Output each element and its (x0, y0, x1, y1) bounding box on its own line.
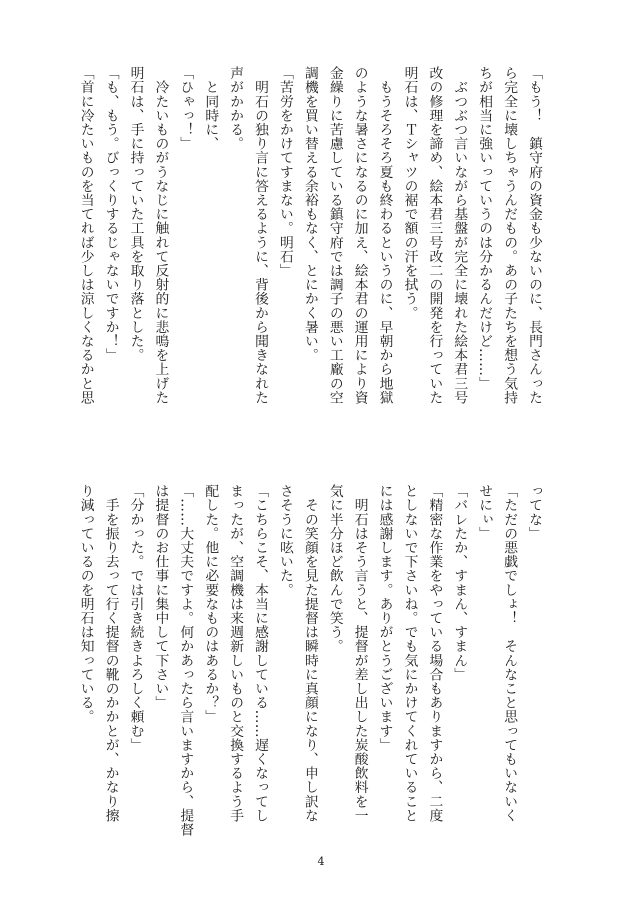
text-line: 配した。他に必要なものはあるか？」 (202, 484, 219, 724)
text-line: ちが相当に強いっていうのは分かるんだけど……」 (476, 66, 493, 391)
text-line: は提督のお仕事に集中して下さい」 (152, 484, 169, 710)
page-number: 4 (317, 855, 325, 868)
text-line: 明石の独り言に答えるように、背後から聞きなれた (252, 66, 269, 405)
text-line: 「ひゃっ！」 (177, 66, 194, 151)
text-line: 声がかかる。 (227, 66, 244, 151)
text-line: 調機を買い替える余裕もなく、とにかく暑い。 (301, 66, 318, 363)
text-line: 明石は、手に持っていた工具を取り落とした。 (127, 66, 144, 363)
text-line: せにぃ」 (476, 484, 493, 541)
text-line: 「バレたか、すまん、すまん」 (451, 484, 468, 682)
text-line: 「……大丈夫ですよ。何かあったら言いますから、提督 (177, 484, 194, 837)
text-line: には感謝します。ありがとうございます」 (376, 484, 393, 752)
text-line: としないで下さいね。でも気にかけてくれていること (401, 484, 418, 823)
text-line: 「分かった。では引き続きよろしく頼む」 (127, 484, 144, 752)
text-line: り減っているのを明石は知っている。 (77, 484, 94, 724)
text-line: まったが、空調機は来週新しいものと交換するよう手 (227, 484, 244, 823)
text-line: 「精密な作業をやっている場合もありますから、二度 (426, 484, 443, 823)
text-line: 「こちらこそ、本当に感謝している……遅くなってし (252, 484, 269, 823)
text-line: 「も、もう。びっくりするじゃないですか！」 (102, 66, 119, 363)
text-line: 「ただの悪戯でしょ！ そんなこと思ってもいないく (501, 484, 518, 823)
lower-text-block (73, 484, 546, 846)
text-line: 明石はそう言うと、提督が差し出した炭酸飲料を一 (351, 484, 368, 823)
text-line: その笑顔を見た提督は瞬時に真顔になり、申し訳な (301, 484, 318, 823)
text-line: のような暑さになるのに加え、絵本君の運用により資 (351, 66, 368, 405)
text-line: 金繰りに苦慮している鎮守府では調子の悪い工廠の空 (326, 66, 343, 405)
text-line: 気に半分ほど飲んで笑う。 (326, 484, 343, 654)
text-line: 手を振り去って行く提督の靴のかかとが、かなり擦 (102, 484, 119, 823)
text-line: 明石は、Ｔシャツの裾で額の汗を拭う。 (401, 66, 418, 320)
text-line: 改の修理を諦め、絵本君三号改二の開発を行っていた (426, 66, 443, 405)
text-line: もうそろそろ夏も終わるというのに、早朝から地獄 (376, 66, 393, 405)
text-line: ぶつぶつ言いながら基盤が完全に壊れた絵本君三号 (451, 66, 468, 405)
text-line: ってな」 (526, 484, 542, 541)
text-line: と同時に、 (202, 66, 219, 151)
text-line: 冷たいものがうなじに触れて反射的に悲鳴を上げた (152, 66, 169, 405)
text-line: さそうに呟いた。 (276, 484, 293, 597)
text-line: 「苦労をかけてすまない。明石」 (276, 66, 293, 278)
text-line: 「首に冷たいものを当てれば少しは涼しくなるかと思 (77, 66, 94, 405)
upper-text-block (73, 66, 546, 428)
text-line: 「もう！ 鎮守府の資金も少ないのに、長門さんった (526, 66, 542, 405)
text-line: ら完全に壊しちゃうんだもの。あの子たちを想う気持 (501, 66, 518, 405)
